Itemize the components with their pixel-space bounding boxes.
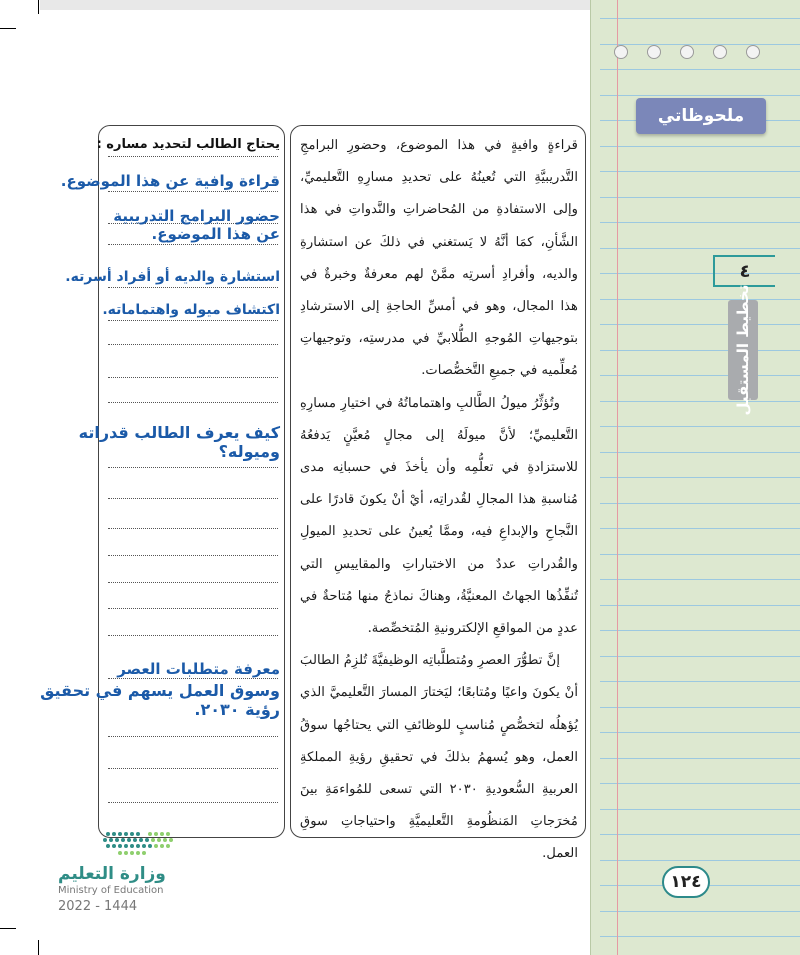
ruled-line	[600, 18, 800, 19]
ruled-line	[600, 911, 800, 912]
paragraph-3: إنَّ تطوُّرَ العصرِ ومُتطلَّباتِه الوظيفيَّةَ تُلزِمُ الطالبَ أنْ يكونَ واعيًا ومُتابعًا؛ ليَختارَ المسارَ التَّعليميَّ الذي يُؤهلُه لتخصُّصٍ مُناسبٍ للوظائفِ التي يحتاجُها سوقُ العمل، وهو يُسهمُ بذلكَ في تحقيقِ رؤيةِ المملكةِ العربيةِ السُّعوديةِ ٢٠٣٠ التي تسعى للمُواءمَةِ بينَ مُخرَجاتِ المَنظُومةِ التَّعليميَّةِ واحتياجاتِ سوقِ العمل.	[300, 653, 578, 862]
main-text	[300, 130, 578, 871]
paragraph-2: وتُؤثِّرُ ميولُ الطَّالبِ واهتماماتُهُ في اختيارِ مسارِهِ التَّعليميِّ؛ لأنَّ ميولَهُ إلى مجالٍ مُعيَّنٍ يَدفعُهُ للاستزادةِ في تعلُّمِه وأن يأخذَ في حسبانِه مدى مُناسبةِ هذا المجالِ لقُدراتِه، أيْ أنْ يكونَ قادرًا على النَّجاحِ والإبداعِ فيه، وممَّا يُعينُ على تحديدِ الميولِ والقُدراتِ عددٌ من الاختباراتِ والمقاييسِ التي تُنفِّذُها الجهاتُ المعنيَّةُ، وهناكَ نماذجُ منها مُتاحةٌ في عددٍ من المواقعِ الإلكترونيةِ المُتخصِّصة.	[300, 395, 578, 637]
dotted-line	[108, 320, 278, 321]
dotted-line	[108, 555, 278, 556]
page-number: ١٢٤	[662, 866, 710, 898]
ruled-line	[600, 69, 800, 70]
notes-title: ملحوظاتي	[657, 106, 745, 126]
question-abilities-2: وميوله؟	[218, 442, 280, 461]
note-intro: يحتاج الطالب لتحديد مساره :	[96, 137, 280, 152]
note-interests: اكتشاف ميوله واهتماماته.	[102, 302, 280, 318]
dotted-line	[108, 402, 278, 403]
ruled-line	[600, 146, 800, 147]
dotted-line	[108, 156, 278, 157]
ruled-line	[600, 350, 800, 351]
dotted-line	[108, 467, 278, 468]
dotted-line	[108, 635, 278, 636]
ruled-line	[600, 197, 800, 198]
paragraph-1: قراءةٍ وافيةٍ في هذا الموضوع، وحضورِ البرامجِ التَّدريبيَّةِ التي تُعينُهُ على تحديدِ مسارِهِ التَّعليميِّ، وإلى الاستفادةِ من المُحاضراتِ والنَّدواتِ في هذا الشَّأنِ، كمَا أنَّهُ لا يَستغني في ذلكَ عن استشارةِ والديه، وأفرادِ أسرتِه ممَّنْ لهم معرفةٌ وخبرةٌ في هذا المجال، وهو في أمسِّ الحاجةِ إلى الاسترشادِ بتوجيهاتِ المُوجهِ الطُّلابيِّ في مدرستِه، وتوجيهاتِ مُعلِّميه في جميعِ التَّخصُّصات.	[300, 138, 578, 379]
dotted-line	[108, 191, 278, 192]
unit-number: ٤	[715, 255, 775, 287]
note-consult: استشارة والديه أو أفراد أسرته.	[65, 269, 280, 285]
ruled-line	[600, 605, 800, 606]
note-reading: قراءة وافية عن هذا الموضوع.	[60, 172, 280, 190]
ruled-line	[600, 732, 800, 733]
crop-mark	[0, 28, 16, 29]
dotted-line	[108, 377, 278, 378]
dotted-line	[108, 344, 278, 345]
crop-mark	[38, 940, 39, 955]
note-vision-2: رؤية ٢٠٣٠.	[194, 700, 280, 719]
dotted-line	[108, 768, 278, 769]
ruled-line	[600, 44, 800, 45]
dotted-line	[108, 802, 278, 803]
ruled-line	[600, 936, 800, 937]
ruled-line	[600, 248, 800, 249]
dotted-line	[108, 608, 278, 609]
ruled-line	[600, 426, 800, 427]
ruled-line	[600, 528, 800, 529]
binder-hole	[614, 45, 628, 59]
ruled-line	[600, 656, 800, 657]
ruled-line	[600, 630, 800, 631]
ruled-line	[600, 783, 800, 784]
ministry-name-en: Ministry of Education	[58, 885, 164, 896]
top-shade	[40, 0, 590, 10]
ruled-line	[600, 299, 800, 300]
dotted-line	[108, 498, 278, 499]
binder-hole	[680, 45, 694, 59]
ruled-line	[600, 401, 800, 402]
dotted-line	[108, 287, 278, 288]
dotted-line	[108, 678, 278, 679]
ruled-line	[600, 375, 800, 376]
crop-mark	[38, 0, 39, 14]
ruled-line	[600, 477, 800, 478]
ruled-line	[600, 554, 800, 555]
ruled-line	[600, 171, 800, 172]
notes-margin-line	[617, 0, 618, 955]
dotted-line	[108, 528, 278, 529]
ruled-line	[600, 222, 800, 223]
ruled-line	[600, 707, 800, 708]
question-abilities: كيف يعرف الطالب قدراته	[78, 423, 280, 442]
ruled-line	[600, 579, 800, 580]
ruled-line	[600, 834, 800, 835]
note-training: حضور البرامج التدريبية	[113, 207, 280, 225]
ruled-line	[600, 452, 800, 453]
ministry-logo-icon	[100, 826, 180, 862]
ruled-line	[600, 681, 800, 682]
binder-hole	[746, 45, 760, 59]
binder-hole	[647, 45, 661, 59]
ruled-line	[600, 809, 800, 810]
ruled-line	[600, 758, 800, 759]
binder-hole	[713, 45, 727, 59]
ministry-name-ar: وزارة التعليم	[58, 864, 166, 884]
ruled-line	[600, 503, 800, 504]
dotted-line	[108, 244, 278, 245]
note-vision: وسوق العمل يسهم في تحقيق	[40, 681, 280, 700]
dotted-line	[108, 736, 278, 737]
ruled-line	[600, 860, 800, 861]
edition-year: 2022 - 1444	[58, 899, 138, 914]
note-training-2: عن هذا الموضوع.	[151, 225, 280, 243]
chapter-label: تخطيط المستقبل	[734, 284, 752, 416]
ruled-line	[600, 324, 800, 325]
ruled-line	[600, 95, 800, 96]
note-requirements: معرفة متطلبات العصر	[117, 660, 280, 678]
crop-mark	[0, 928, 16, 929]
dotted-line	[108, 582, 278, 583]
notes-title-badge	[636, 98, 766, 134]
